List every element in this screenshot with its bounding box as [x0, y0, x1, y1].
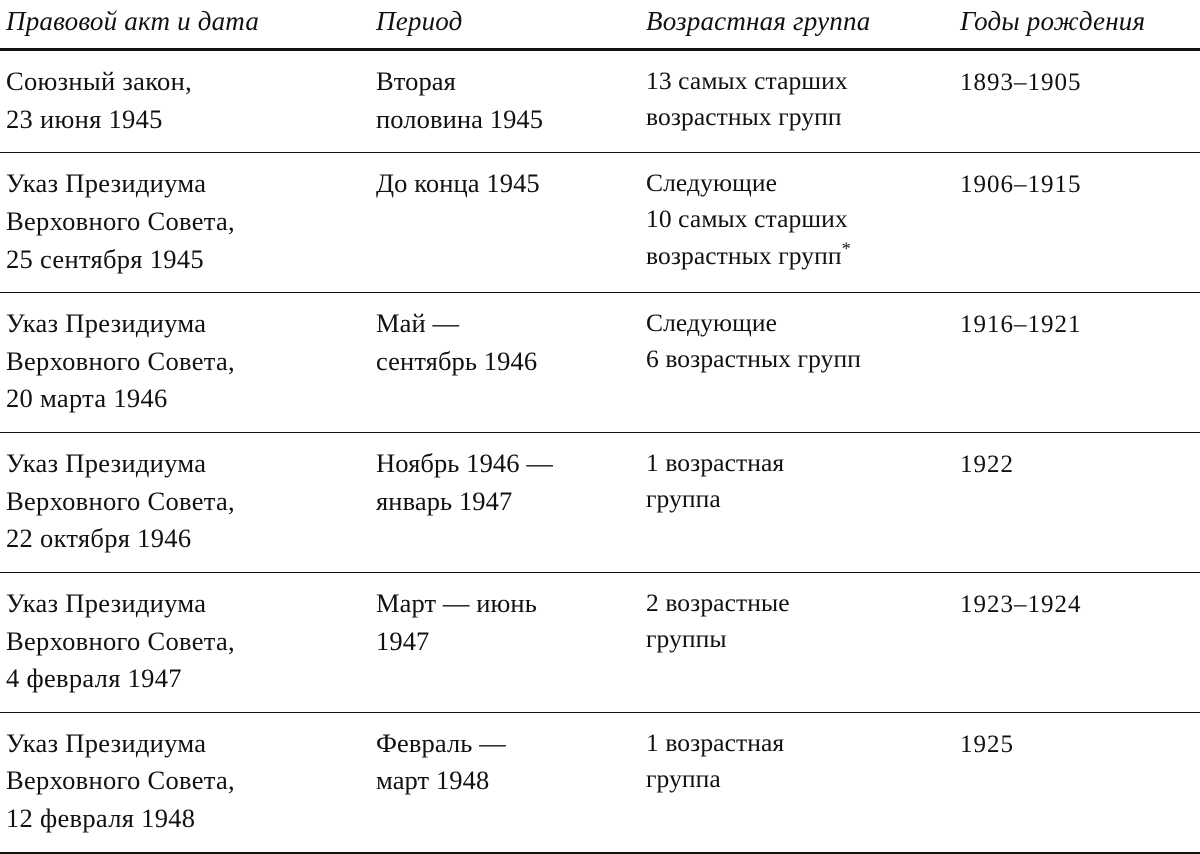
cell-age-group [634, 712, 946, 852]
cell-line: Вторая [376, 66, 456, 96]
cell-line: 20 марта 1946 [6, 383, 168, 414]
cell-line: Следующие [646, 168, 777, 198]
cell-period [366, 153, 634, 293]
cell-birth-years: 1925 [946, 712, 1200, 852]
table-row [0, 50, 1200, 153]
cell-line: группы [646, 624, 727, 654]
cell-line: Указ Президиума [6, 727, 207, 758]
table-row [0, 572, 1200, 712]
cell-age-group [634, 572, 946, 712]
cell-line: Союзный закон, [6, 66, 192, 96]
cell-line: Верховного Совета, [6, 485, 235, 516]
cell-line: половина 1945 [376, 103, 544, 134]
cell-line: До конца 1945 [376, 168, 540, 199]
cell-birth-years: 1906–1915 [946, 153, 1200, 293]
cell-line: 4 февраля 1947 [6, 663, 182, 694]
cell-line: сентябрь 1946 [376, 345, 538, 376]
footnote-marker: * [841, 238, 851, 259]
cell-birth-years: 1916–1921 [946, 293, 1200, 433]
cell-line: 1 возрастная [646, 448, 785, 477]
table-row [0, 153, 1200, 293]
cell-age-group [634, 293, 946, 433]
cell-line: группа [646, 763, 721, 793]
cell-line: 25 сентября 1945 [6, 243, 204, 274]
cell-line: 13 самых старших [646, 66, 848, 95]
cell-line: Верховного Совета, [6, 345, 235, 376]
cell-act [0, 153, 366, 293]
cell-line: Указ Президиума [6, 308, 207, 339]
cell-period [366, 433, 634, 573]
cell-line: Май — [376, 308, 460, 339]
table-row [0, 293, 1200, 433]
table-body [0, 50, 1200, 853]
cell-age-group [634, 153, 946, 293]
cell-line: 2 возрастные [646, 587, 790, 617]
cell-line: Указ Президиума [6, 587, 207, 618]
cell-line: Верховного Совета, [6, 205, 235, 236]
cell-period [366, 50, 634, 153]
cell-age-group [634, 433, 946, 573]
table-row [0, 433, 1200, 573]
cell-birth-years: 1922 [946, 433, 1200, 573]
cell-line: 1 возрастная [646, 727, 785, 757]
cell-period [366, 572, 634, 712]
cell-line: 12 февраля 1948 [6, 803, 196, 833]
cell-act [0, 572, 366, 712]
table-header [0, 0, 1200, 50]
cell-act [0, 712, 366, 852]
cell-line: Указ Президиума [6, 448, 207, 478]
cell-line: 10 самых старших [646, 204, 848, 234]
cell-act [0, 433, 366, 573]
cell-birth-years: 1923–1924 [946, 572, 1200, 712]
cell-line: январь 1947 [376, 485, 513, 516]
cell-line: 1947 [376, 625, 430, 656]
cell-line: Февраль — [376, 727, 506, 758]
column-header-birth-years: Годы рождения [946, 0, 1200, 50]
cell-line: 23 июня 1945 [6, 103, 163, 134]
cell-line: группа [646, 484, 721, 514]
cell-line: март 1948 [376, 765, 490, 796]
cell-birth-years: 1893–1905 [946, 50, 1200, 153]
cell-act [0, 293, 366, 433]
table-header-row [0, 0, 1200, 50]
cell-line: Март — июнь [376, 587, 537, 618]
column-header-period: Период [366, 0, 634, 50]
cell-line: Следующие [646, 308, 777, 338]
cell-line: возрастных групп [646, 102, 842, 132]
column-header-age-group: Возрастная группа [634, 0, 946, 50]
cell-period [366, 712, 634, 852]
cell-age-group [634, 50, 946, 153]
cell-line: Верховного Совета, [6, 765, 235, 796]
cell-line: Верховного Совета, [6, 625, 235, 656]
cell-act [0, 50, 366, 153]
table-row [0, 712, 1200, 852]
cell-period [366, 293, 634, 433]
column-header-act: Правовой акт и дата [0, 0, 366, 50]
cell-line: возрастных групп* [646, 238, 851, 270]
cell-line: 22 октября 1946 [6, 523, 192, 554]
cell-line: Ноябрь 1946 — [376, 448, 553, 478]
cell-line: Указ Президиума [6, 168, 207, 199]
cell-line: 6 возрастных групп [646, 344, 861, 374]
